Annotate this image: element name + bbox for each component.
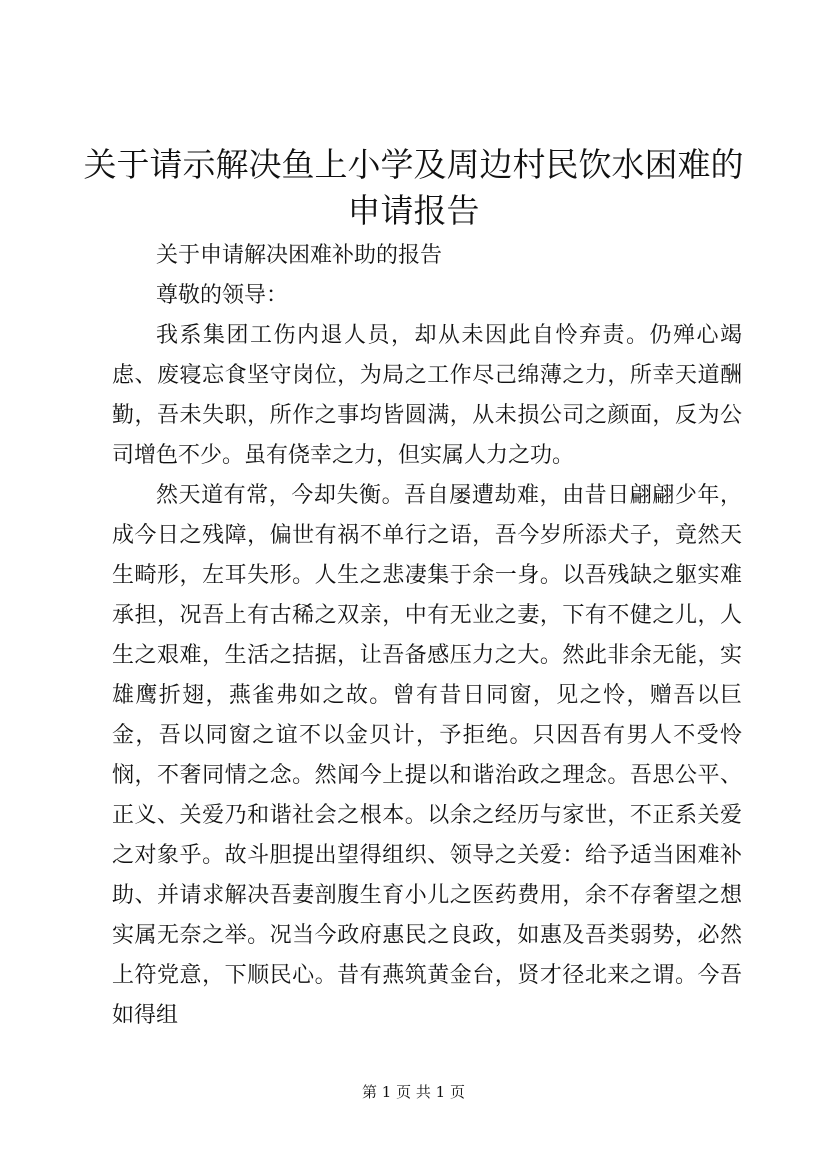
paragraph-2: 然天道有常，今却失衡。吾自屡遭劫难，由昔日翩翩少年，成今日之残障，偏世有祸不单行之语，吾今岁所添犬子，竟然天生畸形，左耳失形。人生之悲凄集于余一身。以吾残缺之躯实难承担，况吾上有古稀之双亲，中有无业之妻，下有不健之儿，人生之艰难，生活之拮据，让吾备感压力之大。然此非余无能，实雄鹰折翅，燕雀弗如之故。曾有昔日同窗，见之怜，赠吾以巨金，吾以同窗之谊不以金贝计，予拒绝。只因吾有男人不受怜悯，不奢同情之念。然闻今上提以和谐治政之理念。吾思公平、正义、关爱乃和谐社会之根本。以余之经历与家世，不正系关爱之对象乎。故斗胆提出望得组织、领导之关爱：给予适当困难补助、并请求解决吾妻剖腹生育小儿之医药费用，余不存奢望之想实属无奈之举。况当今政府惠民之良政，如惠及吾类弱势，必然上符党意，下顺民心。昔有燕筑黄金台，贤才径北来之谓。今吾如得组 [112,483,742,1028]
title-line-1: 关于请示解决鱼上小学及周边村民饮水困难的 [83,145,744,184]
subtitle: 关于申请解决困难补助的报告 [156,243,443,268]
page-footer: 第 1 页 共 1 页 [362,1083,465,1101]
document-body [112,236,742,1036]
paragraph-1: 我系集团工伤内退人员，却从未因此自怜弃责。仍殚心竭虑、废寝忘食坚守岗位，为局之工作尽己绵薄之力，所幸天道酬勤，吾未失职，所作之事均皆圆满，从未损公司之颜面，反为公司增色不少。虽有侥幸之力，但实属人力之功。 [112,323,742,468]
document-title [80,142,747,234]
salutation: 尊敬的领导： [156,283,289,308]
title-line-2: 申请报告 [347,191,480,230]
